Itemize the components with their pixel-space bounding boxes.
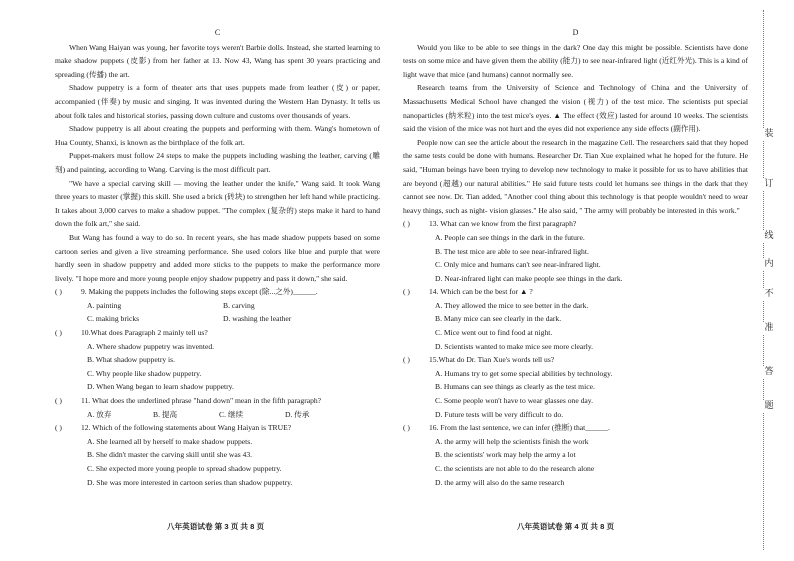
binding-char: 不 [762,288,776,300]
binding-char: 答 [762,366,776,378]
option-a: A. She learned all by herself to make shadow puppets. [87,436,253,446]
passage-paragraph: Shadow puppetry is all about creating the puppets and performing with them. Wang's hometown of Hua County, Shanxi, is known as the birthplace of the folk art. [55,124,380,147]
option-d: D. washing the leather [223,314,292,324]
option-a: A. Humans try to get some special abilities by technology. [435,368,613,378]
answer-bracket[interactable]: ( ) [55,423,62,433]
option-c: C. 继续 [219,409,244,419]
answer-bracket[interactable]: ( ) [55,287,62,297]
page-footer-3: 八年英语试卷 第 3 页 共 8 页 [167,522,265,531]
question-16 [403,421,748,489]
option-d: D. Near-infrared light can make people see things in the dark. [435,273,623,283]
option-b: B. the scientists' work may help the army a lot [435,450,576,460]
question-13 [403,217,748,285]
binding-char: 题 [762,400,776,412]
question-stem: 12. Which of the following statements about Wang Haiyan is TRUE? [81,423,292,433]
option-c: C. Some people won't have to wear glasses one day. [435,396,593,406]
option-d: D. the army will also do the same research [435,477,565,487]
binding-char: 准 [762,322,776,334]
question-stem: 10.What does Paragraph 2 mainly tell us? [81,328,208,338]
option-b: B. The test mice are able to see near-infrared light. [435,246,589,256]
passage-paragraph: "We have a special carving skill — moving the leather under the knife," Wang said. It took Wang three years to master (掌握) this skill. She used a brick (砖块) to strengthen her left hand while practicing. It takes about 3,000 carves to make a shadow puppet. "The complex (复杂的) steps make it hard to hand down the folk art," she said. [55,178,380,229]
section-heading-d: D [572,28,579,37]
question-stem: 9. Making the puppets includes the following steps except (除...之外)______. [81,287,318,297]
section-heading-c: C [214,28,221,37]
answer-bracket[interactable]: ( ) [403,287,410,297]
answer-bracket[interactable]: ( ) [55,396,62,406]
option-a: A. People can see things in the dark in the future. [435,232,585,242]
answer-bracket[interactable]: ( ) [55,328,62,338]
passage-paragraph: When Wang Haiyan was young, her favorite toys weren't Barbie dolls. Instead, she started learning to make shadow puppets (皮影) from her father at 13. Now 43, Wang has spent 30 years practicing and spreading (传播) the art. [55,42,380,79]
option-b: B. She didn't master the carving skill until she was 43. [87,450,253,460]
option-b: B. Many mice can see clearly in the dark. [435,314,562,324]
passage-paragraph: Would you like to be able to see things in the dark? One day this might be possible. Scientists have done tests on some mice and have given them the ability (能力) to see near-infrared light (近红外光). This is a kind of light wave that mice (and humans) cannot normally see. [403,42,748,79]
question-stem: 11. What does the underlined phrase "hand down" mean in the fifth paragraph? [81,396,322,406]
option-b: B. carving [223,300,255,310]
answer-bracket[interactable]: ( ) [403,423,410,433]
binding-char: 内 [762,258,776,270]
option-a: A. 放弃 [87,409,112,419]
question-10 [55,326,380,394]
option-b: B. What shadow puppetry is. [87,355,176,365]
passage-d [403,41,748,218]
option-b: B. 提高 [153,409,178,419]
passage-paragraph: Research teams from the University of Science and Technology of China and the University of Massachusetts Medical School have changed the vision (视力) of the test mice. The scientists put special nanoparticles (纳米粒) into the test mice's eyes. ▲ The effect (效应) lasted for around 10 weeks. The scientists said the vision of the mice was not hurt and the eyes did not experience any side effects (副作用). [403,83,748,134]
option-a: A. painting [87,300,122,310]
option-c: C. Why people like shadow puppetry. [87,368,202,378]
option-c: C. She expected more young people to spread shadow puppetry. [87,464,282,473]
question-9 [55,285,380,326]
option-d: D. When Wang began to learn shadow puppetry. [87,382,234,392]
binding-char: 订 [762,178,776,190]
question-14 [403,285,748,353]
option-c: C. making bricks [87,314,140,324]
option-d: D. Scientists wanted to make mice see more clearly. [435,341,594,351]
question-stem: 14. Which can be the best for ▲ ? [429,287,533,297]
question-12 [55,421,380,489]
binding-line [763,10,776,550]
answer-bracket[interactable]: ( ) [403,355,410,365]
question-15 [403,353,748,421]
answer-bracket[interactable]: ( ) [403,219,410,229]
option-c: C. Only mice and humans can't see near-infrared light. [435,260,601,270]
option-d: D. 传承 [285,409,310,419]
option-d: D. Future tests will be very difficult to do. [435,409,564,419]
option-b: B. Humans can see things as clearly as the test mice. [435,382,595,392]
passage-paragraph: Shadow puppetry is a form of theater arts that uses puppets made from leather (皮) or paper, accompanied (伴奏) by music and singing. It was invented during the Western Han Dynasty. It tells us about folk tales and historical stories, passing down culture and customs over thousands of years. [55,83,380,120]
passage-paragraph: People now can see the article about the research in the magazine Cell. The researchers said that they hoped the same tests could be done with humans. Researcher Dr. Tian Xue explained what he hoped for the future. He said, "Human beings have been trying to develop new technology to make it possible for us to have abilities that are beyond (超越) our natural abilities." He said future tests could let humans see things in the dark that they cannot see now. Dr. Tian added, "Another cool thing about this technology is that people wouldn't need to wear heavy things, such as night- vision glasses." He also said, " The army will probably be interested in this work." [403,137,748,215]
option-a: A. the army will help the scientists finish the work [435,436,589,446]
option-a: A. They allowed the mice to see better in the dark. [435,300,589,310]
binding-char: 线 [762,230,776,242]
question-stem: 13. What can we know from the first paragraph? [429,219,577,229]
binding-char: 装 [762,128,776,140]
left-column [55,26,380,489]
question-stem: 16. From the last sentence, we can infer (推断) that______. [429,423,610,433]
option-c: C. the scientists are not able to do the research alone [435,464,595,473]
question-stem: 15.What do Dr. Tian Xue's words tell us? [429,355,555,365]
passage-paragraph: But Wang has found a way to do so. In recent years, she has made shadow puppets based on some cartoon series and given a live streaming performance. She used colors like blue and purple that were hardly seen in shadow puppetry and added more sticks to the puppets to make the performance more lively. "I hope more and more young people enjoy shadow puppetry and pass it down," she said. [55,232,380,283]
option-c: C. Mice went out to find food at night. [435,328,553,338]
question-11 [55,394,380,421]
page-footer-4: 八年英语试卷 第 4 页 共 8 页 [517,522,615,531]
passage-c [55,41,380,286]
right-column [403,26,748,489]
option-d: D. She was more interested in cartoon series than shadow puppetry. [87,477,293,487]
option-a: A. Where shadow puppetry was invented. [87,341,215,351]
passage-paragraph: Puppet-makers must follow 24 steps to make the puppets including washing the leather, carving (雕刻) and painting, according to Wang. Carving is the most difficult part. [55,151,380,174]
